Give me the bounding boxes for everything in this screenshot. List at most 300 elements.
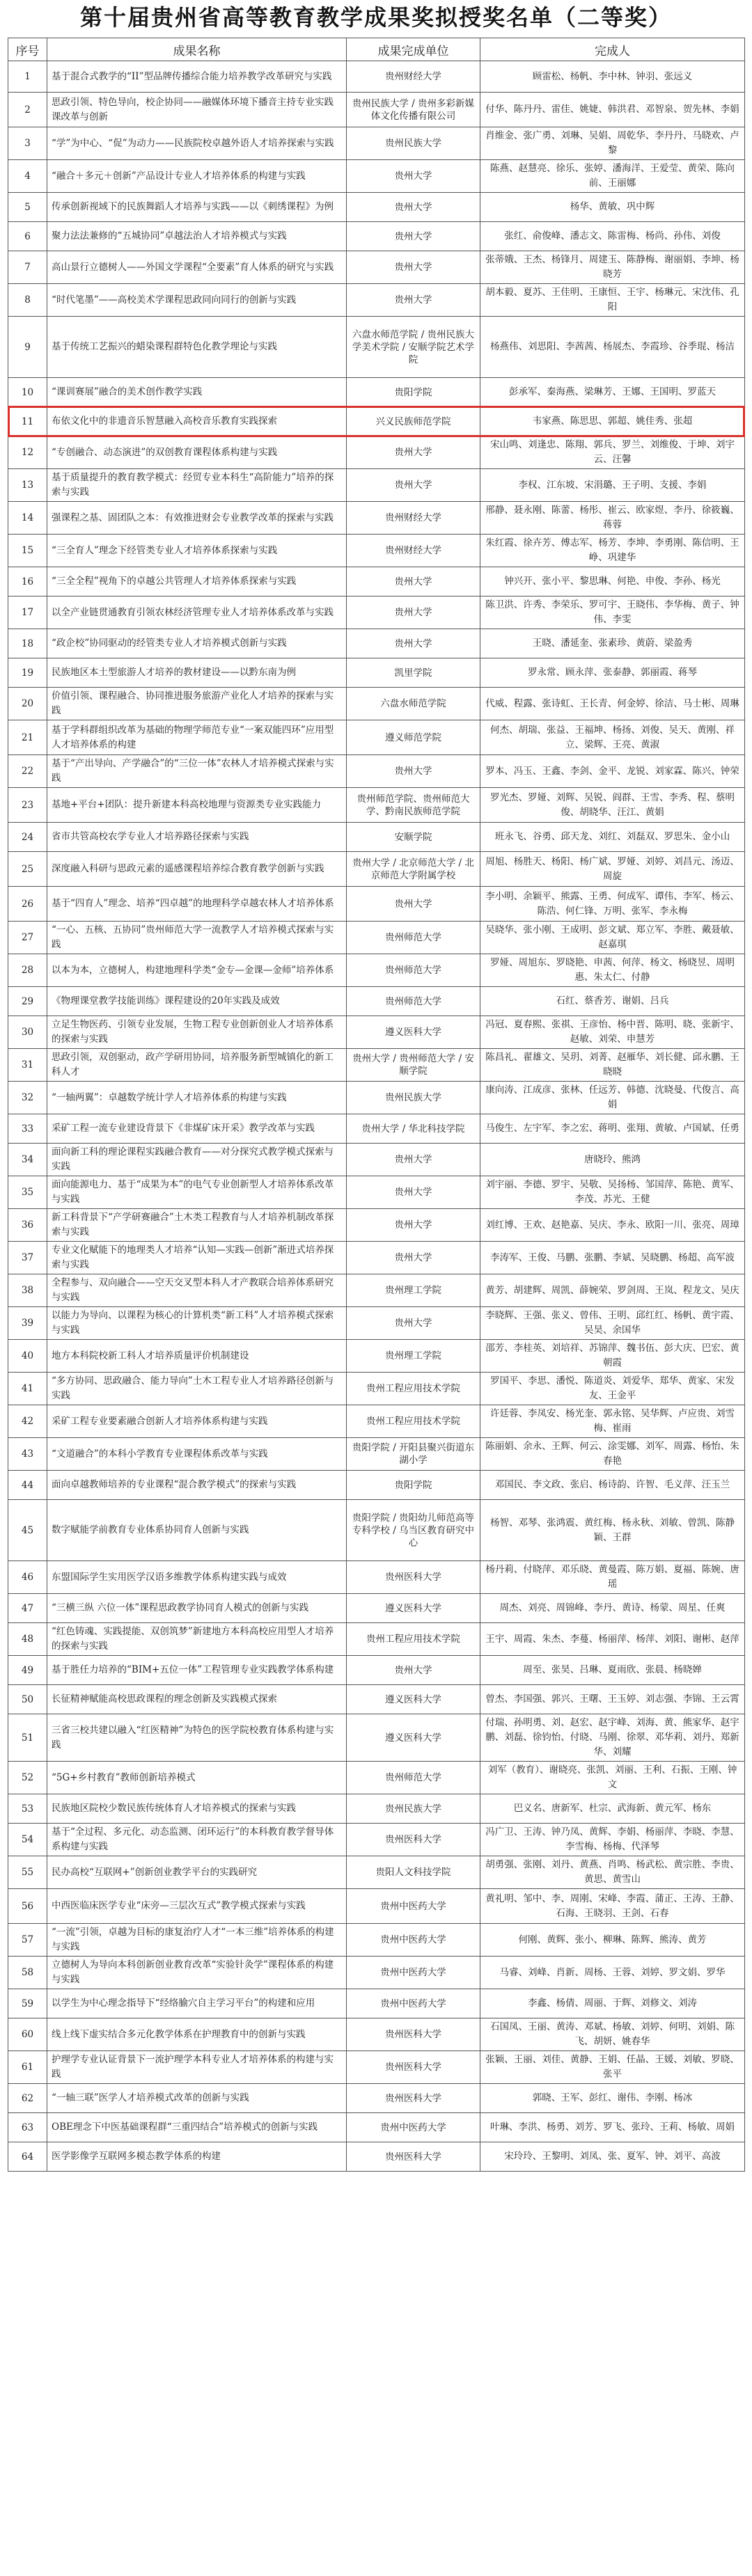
completing-unit: 贵州工程应用技术学院 <box>347 1373 480 1405</box>
completing-unit: 贵州大学 <box>347 160 480 193</box>
completers: 杨智、邓琴、张鸿震、黄红梅、杨永秋、刘敏、曾凯、陈静颖、王群 <box>480 1500 745 1561</box>
completing-unit: 贵州大学 <box>347 436 480 469</box>
table-row <box>8 1307 745 1340</box>
completers: 石红、蔡香芳、谢娟、吕兵 <box>480 987 745 1016</box>
achievement-name: 三省三校共建以融入“红医精神”为特色的医学院校教育体系构建与实践 <box>47 1714 347 1762</box>
achievement-name: “三全全程”视角下的卓越公共管理人才培养体系探索与实践 <box>47 567 347 596</box>
achievement-name: “政企校”协同驱动的经管类专业人才培养模式创新与实践 <box>47 629 347 658</box>
achievement-name: 面向能源电力、基于“成果为本”的电气专业创新型人才培养体系改革与实践 <box>47 1176 347 1209</box>
row-number: 23 <box>8 788 47 823</box>
row-number: 42 <box>8 1405 47 1438</box>
row-number: 36 <box>8 1209 47 1242</box>
row-number: 5 <box>8 193 47 222</box>
completers: 李涛军、王俊、马鹏、张鹏、李斌、吴晓鹏、杨超、高军波 <box>480 1242 745 1274</box>
completers: 刘宇丽、李德、罗宇、吴敬、吴扬杨、邹国萍、陈艳、黄军、李茂、苏光、王健 <box>480 1176 745 1209</box>
row-number: 49 <box>8 1656 47 1685</box>
achievement-name: 全程参与、双向融合——空天交叉型本科人才产教联合培养体系研究与实践 <box>47 1274 347 1307</box>
completing-unit: 贵州理工学院 <box>347 1274 480 1307</box>
table-header-row <box>8 38 745 61</box>
completers: 王宇、周霞、朱杰、李蔓、杨丽萍、杨萍、刘阳、谢彬、赵萍 <box>480 1623 745 1656</box>
row-number: 7 <box>8 251 47 284</box>
row-number: 26 <box>8 887 47 922</box>
achievement-name: 线上线下虚实结合多元化教学体系在护理教育中的创新与实践 <box>47 2018 347 2051</box>
completing-unit: 贵州大学 <box>347 596 480 629</box>
completing-unit: 贵州师范大学 <box>347 1762 480 1794</box>
completers: 何刚、黄辉、张小、柳琳、陈辉、熊涛、黄芳 <box>480 1924 745 1957</box>
completers: 李小明、余颖平、熊露、王勇、何成军、谭伟、李军、杨云、陈浩、何仁锋、万明、张军、李永梅 <box>480 887 745 922</box>
achievement-name: 数字赋能学前教育专业体系协同育人创新与实践 <box>47 1500 347 1561</box>
row-number: 64 <box>8 2142 47 2172</box>
completers: 陈燕、赵慧亮、徐乐、张婷、潘海洋、王爱莹、黄荣、陈向前、王丽娜 <box>480 160 745 193</box>
row-number: 9 <box>8 317 47 378</box>
table-row <box>8 1209 745 1242</box>
table-row <box>8 1340 745 1373</box>
completers: 钟兴开、张小平、黎思琳、何艳、申俊、李孙、杨光 <box>480 567 745 596</box>
completers: 张颖、王丽、刘佳、黄静、王娟、任晶、王媛、刘敏、罗晓、张平 <box>480 2051 745 2084</box>
completers: 肖维金、张广勇、刘琳、吴娟、周乾华、李丹丹、马晓欢、卢黎 <box>480 127 745 160</box>
achievement-name: “一流”引领，卓越为目标的康复治疗人才“一本三维”培养体系的构建与实践 <box>47 1924 347 1957</box>
completers: 王晓、潘延奎、张素珍、黄蔚、梁盈秀 <box>480 629 745 658</box>
row-number: 6 <box>8 222 47 251</box>
completing-unit: 贵州大学 <box>347 251 480 284</box>
completing-unit: 贵州大学 <box>347 887 480 922</box>
completing-unit: 贵州师范大学 <box>347 954 480 987</box>
table-row <box>8 2051 745 2084</box>
achievement-name: “专创融合、动态演进”的双创教育课程体系构建与实践 <box>47 436 347 469</box>
completing-unit: 贵州医科大学 <box>347 2142 480 2172</box>
achievement-name: 护理学专业认证背景下一流护理学本科专业人才培养体系的构建与实践 <box>47 2051 347 2084</box>
achievement-name: 价值引领、课程融合、协同推进服务旅游产业化人才培养的探索与实践 <box>47 688 347 720</box>
row-number: 29 <box>8 987 47 1016</box>
achievement-name: “三横三纵 六位一体”课程思政教学协同育人模式的创新与实践 <box>47 1594 347 1623</box>
completers: 张红、俞俊峰、潘志文、陈雷梅、杨尚、孙伟、刘俊 <box>480 222 745 251</box>
completing-unit: 贵州中医药大学 <box>347 1989 480 2018</box>
achievement-name: “三全育人”理念下经管类专业人才培养体系探索与实践 <box>47 535 347 567</box>
table-row <box>8 378 745 407</box>
table-row <box>8 193 745 222</box>
row-number: 25 <box>8 852 47 887</box>
row-number: 16 <box>8 567 47 596</box>
completers: 马俊生、左宇军、李之宏、蒋明、张翔、黄敏、卢国斌、任勇 <box>480 1114 745 1144</box>
completers: 顾雷松、杨帆、李中林、钟羽、张远义 <box>480 61 745 93</box>
row-number: 61 <box>8 2051 47 2084</box>
completing-unit: 贵州医科大学 <box>347 2018 480 2051</box>
table-row <box>8 720 745 755</box>
completers: 韦家燕、陈思思、郭超、姚佳秀、张超 <box>480 407 745 436</box>
completers: 邢静、聂永刚、陈蕾、杨彤、崔云、欧家煜、李丹、徐筱巍、蒋蓉 <box>480 502 745 535</box>
completing-unit: 贵阳学院 / 贵阳幼儿师范高等专科学校 / 乌当区教育研究中心 <box>347 1500 480 1561</box>
completers: 周杰、刘亮、周锦峰、李丹、黄诗、杨蒙、周星、任爽 <box>480 1594 745 1623</box>
completing-unit: 遵义医科大学 <box>347 1685 480 1714</box>
completers: 陈丽娟、余永、王辉、何云、涂雯娜、刘军、周露、杨怡、朱春艳 <box>480 1438 745 1471</box>
table-row <box>8 127 745 160</box>
row-number: 55 <box>8 1856 47 1889</box>
table-row <box>8 1856 745 1889</box>
completing-unit: 六盘水师范学院 / 贵州民族大学美术学院 / 安顺学院艺术学院 <box>347 317 480 378</box>
completers: 周旭、杨胜天、杨阳、杨广斌、罗娅、刘婷、刘昌元、汤迈、周旋 <box>480 852 745 887</box>
completing-unit: 兴义民族师范学院 <box>347 407 480 436</box>
table-row <box>8 1623 745 1656</box>
completing-unit: 贵州大学 <box>347 567 480 596</box>
table-row <box>8 1242 745 1274</box>
header-completers: 完成人 <box>480 38 745 61</box>
achievement-name: 以学生为中心理念指导下“经络腧穴自主学习平台”的构建和应用 <box>47 1989 347 2018</box>
completing-unit: 贵州医科大学 <box>347 1561 480 1594</box>
completing-unit: 贵州医科大学 <box>347 2084 480 2113</box>
completers: 代威、程露、张诗虹、王长青、何金婷、徐洁、马士彬、周琳 <box>480 688 745 720</box>
table-row <box>8 1082 745 1114</box>
row-number: 11 <box>8 407 47 436</box>
achievement-name: 长征精神赋能高校思政课程的理念创新及实践模式探索 <box>47 1685 347 1714</box>
completers: 叶琳、李洪、杨勇、刘芳、罗飞、张玲、王莉、杨敏、周娟 <box>480 2113 745 2142</box>
achievement-name: 基于学科群组织改革为基础的物理学师范专业“一案双能四环”应用型人才培养体系的构建 <box>47 720 347 755</box>
achievement-name: 民族地区院校少数民族传统体育人才培养模式的探索与实践 <box>47 1794 347 1824</box>
achievement-name: “多方协同、思政融合、能力导向”土木工程专业人才培养路径创新与实践 <box>47 1373 347 1405</box>
achievement-name: 基于“产出导向、产学融合”的“三位一体”农林人才培养模式探索与实践 <box>47 755 347 788</box>
achievement-name: “学”为中心、“促”为动力——民族院校卓越外语人才培养探索与实践 <box>47 127 347 160</box>
row-number: 4 <box>8 160 47 193</box>
achievement-name: 采矿工程一流专业建设背景下《非煤矿床开采》教学改革与实践 <box>47 1114 347 1144</box>
completers: 罗光杰、罗娅、刘辉、吴锐、阎群、王雪、李秀、程、蔡明俊、胡晓华、汪江、黄娟 <box>480 788 745 823</box>
achievement-name: “一轴两翼”：卓越数学统计学人才培养体系的构建与实践 <box>47 1082 347 1114</box>
achievement-name: 强课程之基、固团队之本：有效推进财会专业教学改革的探索与实践 <box>47 502 347 535</box>
table-row <box>8 469 745 502</box>
row-number: 30 <box>8 1016 47 1049</box>
table-row <box>8 755 745 788</box>
completers: 杨丹莉、付晓萍、邓乐晓、黄曼霞、陈万娟、夏福、陈婉、唐瑶 <box>480 1561 745 1594</box>
row-number: 17 <box>8 596 47 629</box>
table-row <box>8 1656 745 1685</box>
row-number: 48 <box>8 1623 47 1656</box>
table-row <box>8 2113 745 2142</box>
achievement-name: 东盟国际学生实用医学汉语多维教学体系构建实践与成效 <box>47 1561 347 1594</box>
achievement-name: 基于混合式教学的“II”型品牌传播综合能力培养教学改革研究与实践 <box>47 61 347 93</box>
table-row <box>8 629 745 658</box>
completing-unit: 贵州民族大学 <box>347 127 480 160</box>
completers: 何杰、胡瑞、张益、王福坤、杨扬、刘俊、吴天、黄刚、祥立、梁辉、王亮、黄淑 <box>480 720 745 755</box>
achievement-name: “课训赛展”融合的美术创作教学实践 <box>47 378 347 407</box>
row-number: 47 <box>8 1594 47 1623</box>
table-row <box>8 1957 745 1989</box>
header-number: 序号 <box>8 38 47 61</box>
completing-unit: 贵阳人文科技学院 <box>347 1856 480 1889</box>
completers: 冯冠、夏春熙、张祺、王彦怡、杨中晋、陈明、晓、张新宇、赵敏、刘荣、申慧芳 <box>480 1016 745 1049</box>
completing-unit: 贵州财经大学 <box>347 502 480 535</box>
completers: 巴义名、唐新军、杜宗、武海新、黄元军、杨东 <box>480 1794 745 1824</box>
achievement-name: 以本为本，立德树人，构建地理科学类“金专—金课—金师”培养体系 <box>47 954 347 987</box>
completing-unit: 贵阳学院 <box>347 378 480 407</box>
row-number: 62 <box>8 2084 47 2113</box>
table-row <box>8 688 745 720</box>
completers: 马睿、刘峰、肖新、周杨、王蓉、刘婷、罗文娟、罗华 <box>480 1957 745 1989</box>
completing-unit: 贵州师范学院、贵州师范大学、黔南民族师范学院 <box>347 788 480 823</box>
table-row <box>8 852 745 887</box>
completers: 陈卫洪、许秀、李荣乐、罗可宇、王晓伟、李华梅、黄子、钟伟、李雯 <box>480 596 745 629</box>
row-number: 45 <box>8 1500 47 1561</box>
table-row <box>8 1924 745 1957</box>
row-number: 53 <box>8 1794 47 1824</box>
row-number: 14 <box>8 502 47 535</box>
completing-unit: 贵州中医药大学 <box>347 1889 480 1924</box>
achievement-name: 面向新工科的理论课程实践融合教育——对分探究式教学模式探索与实践 <box>47 1144 347 1176</box>
table-row <box>8 1049 745 1082</box>
achievement-name: “5G+乡村教育”教师创新培养模式 <box>47 1762 347 1794</box>
completing-unit: 贵州中医药大学 <box>347 1957 480 1989</box>
completers: 曾杰、李国强、郭兴、王曙、王玉婷、刘志强、李锦、王云霄 <box>480 1685 745 1714</box>
row-number: 8 <box>8 284 47 317</box>
achievement-name: 基于“全过程、多元化、动态监测、闭环运行”的本科教育教学督导体系构建与实践 <box>47 1824 347 1856</box>
table-row <box>8 251 745 284</box>
row-number: 52 <box>8 1762 47 1794</box>
completing-unit: 贵州大学 <box>347 1307 480 1340</box>
row-number: 34 <box>8 1144 47 1176</box>
completing-unit: 贵州大学 / 北京师范大学 / 北京师范大学附属学校 <box>347 852 480 887</box>
completing-unit: 贵州大学 <box>347 1144 480 1176</box>
completers: 李鑫、杨倩、周丽、于辉、刘修文、刘涛 <box>480 1989 745 2018</box>
completers: 罗永常、顾永萍、张泰静、郭丽霞、蒋琴 <box>480 658 745 688</box>
achievement-name: 采矿工程专业要素融合创新人才培养体系构建与实践 <box>47 1405 347 1438</box>
row-number: 44 <box>8 1471 47 1500</box>
table-row <box>8 922 745 954</box>
completing-unit: 贵州大学 <box>347 193 480 222</box>
table-row <box>8 658 745 688</box>
table-row <box>8 1561 745 1594</box>
completers: 彭承军、秦海燕、梁琳芳、王娜、王国明、罗蓝天 <box>480 378 745 407</box>
completing-unit: 贵州师范大学 <box>347 987 480 1016</box>
achievement-name: 新工科背景下“产学研赛融合”土木类工程教育与人才培养机制改革探索与实践 <box>47 1209 347 1242</box>
completing-unit: 贵州大学 <box>347 1209 480 1242</box>
table-row <box>8 2142 745 2172</box>
table-row <box>8 284 745 317</box>
table-row <box>8 954 745 987</box>
row-number: 56 <box>8 1889 47 1924</box>
completers: 李权、江东坡、宋涓璐、王子明、支援、李娟 <box>480 469 745 502</box>
table-row <box>8 535 745 567</box>
completing-unit: 贵州工程应用技术学院 <box>347 1623 480 1656</box>
completing-unit: 贵州大学 <box>347 629 480 658</box>
completing-unit: 贵州大学 / 华北科技学院 <box>347 1114 480 1144</box>
completing-unit: 贵州医科大学 <box>347 1824 480 1856</box>
achievement-name: 思政引领，双创驱动，政产学研用协同，培养服务新型城镇化的新工科人才 <box>47 1049 347 1082</box>
row-number: 40 <box>8 1340 47 1373</box>
completing-unit: 贵州医科大学 <box>347 2051 480 2084</box>
row-number: 43 <box>8 1438 47 1471</box>
completers: 石国凤、王丽、黄涛、邓斌、杨敏、刘婷、何明、刘娟、陈飞、胡妍、姚春华 <box>480 2018 745 2051</box>
table-row <box>8 222 745 251</box>
completing-unit: 遵义医科大学 <box>347 1594 480 1623</box>
completers: 黄礼明、邹中、李、周刚、宋峰、李霞、蒲正、王涛、王静、石海、王晓羽、王剑、石春 <box>480 1889 745 1924</box>
completing-unit: 贵州师范大学 <box>347 922 480 954</box>
table-row <box>8 1824 745 1856</box>
table-row <box>8 1762 745 1794</box>
achievement-name: OBE理念下中医基础课程群“三重四结合”培养模式的创新与实践 <box>47 2113 347 2142</box>
awards-table <box>8 38 745 2172</box>
row-number: 27 <box>8 922 47 954</box>
completers: 李晓辉、王强、张义、曾伟、王明、邱红红、杨帆、黄宇霞、吴昊、余国华 <box>480 1307 745 1340</box>
table-row <box>8 887 745 922</box>
achievement-name: 中西医临床医学专业“床旁—三层次互式”教学模式探索与实践 <box>47 1889 347 1924</box>
row-number: 31 <box>8 1049 47 1082</box>
row-number: 35 <box>8 1176 47 1209</box>
table-row <box>8 1373 745 1405</box>
header-completing-unit: 成果完成单位 <box>347 38 480 61</box>
completing-unit: 贵州大学 <box>347 1242 480 1274</box>
completing-unit: 遵义师范学院 <box>347 720 480 755</box>
row-number: 15 <box>8 535 47 567</box>
row-number: 18 <box>8 629 47 658</box>
row-number: 10 <box>8 378 47 407</box>
completing-unit: 贵州民族大学 <box>347 1794 480 1824</box>
achievement-name: “一轴三联”医学人才培养模式改革的创新与实践 <box>47 2084 347 2113</box>
table-row <box>8 1685 745 1714</box>
completers: 邵芳、李桂英、刘培祥、苏锦萍、魏书伍、彭大庆、巴宏、黄朝霞 <box>480 1340 745 1373</box>
completers: 朱红霞、徐卉芳、傅志军、杨芳、李坤、李勇刚、陈信明、王峥、巩建华 <box>480 535 745 567</box>
achievement-name: 面向卓越教师培养的专业课程“混合教学模式”的探索与实践 <box>47 1471 347 1500</box>
table-row <box>8 1114 745 1144</box>
row-number: 63 <box>8 2113 47 2142</box>
achievement-name: 《物理课堂教学技能训练》课程建设的20年实践及成效 <box>47 987 347 1016</box>
table-row <box>8 436 745 469</box>
table-row <box>8 93 745 127</box>
completing-unit: 贵州理工学院 <box>347 1340 480 1373</box>
row-number: 59 <box>8 1989 47 2018</box>
table-row <box>8 1500 745 1561</box>
achievement-name: 地方本科院校新工科人才培养质量评价机制建设 <box>47 1340 347 1373</box>
completers: 许廷蓉、李凤安、杨光奎、郭永铭、吴华辉、卢应贵、刘雪梅、崔雨 <box>480 1405 745 1438</box>
row-number: 22 <box>8 755 47 788</box>
completers: 胡本毅、夏苏、王佳明、王康恒、王宇、杨琳元、宋沈伟、孔阳 <box>480 284 745 317</box>
completing-unit: 贵州中医药大学 <box>347 2113 480 2142</box>
table-row <box>8 1594 745 1623</box>
achievement-name: 思政引领、特色导向，校企协同——融媒体环境下播音主持专业实践课改革与创新 <box>47 93 347 127</box>
row-number: 50 <box>8 1685 47 1714</box>
achievement-name: “文道融合”的本科小学教育专业课程体系改革与实践 <box>47 1438 347 1471</box>
completers: 康向涛、江成彦、张林、任远芳、韩德、沈晓曼、代俊言、高娟 <box>480 1082 745 1114</box>
row-number: 33 <box>8 1114 47 1144</box>
completing-unit: 贵州财经大学 <box>347 535 480 567</box>
achievement-name: 省市共管高校农学专业人才培养路径探索与实践 <box>47 823 347 852</box>
row-number: 57 <box>8 1924 47 1957</box>
completing-unit: 贵州财经大学 <box>347 61 480 93</box>
achievement-name: 专业文化赋能下的地理类人才培养“认知—实践—创新”渐进式培养探索与实践 <box>47 1242 347 1274</box>
row-number: 12 <box>8 436 47 469</box>
completers: 胡勇强、张刚、刘丹、黄燕、肖鸣、杨武松、黄宗胜、李贵、黄思、黄雪山 <box>480 1856 745 1889</box>
completing-unit: 贵州大学 <box>347 1176 480 1209</box>
completers: 付华、陈丹丹、雷佳、姚婕、韩洪君、邓智泉、贺先林、李娟 <box>480 93 745 127</box>
achievement-name: 深度融入科研与思政元素的遥感课程培养综合教育教学创新与实践 <box>47 852 347 887</box>
table-row <box>8 1016 745 1049</box>
achievement-name: 高山景行立德树人——外国文学课程“全要素”育人体系的研究与实践 <box>47 251 347 284</box>
completers: 刘红博、王欢、赵艳嘉、吴庆、李永、欧阳一川、张亮、周璋 <box>480 1209 745 1242</box>
row-number: 38 <box>8 1274 47 1307</box>
completing-unit: 安顺学院 <box>347 823 480 852</box>
row-number: 28 <box>8 954 47 987</box>
completers: 邓国民、李文政、张启、杨诗韵、许智、毛义萍、汪玉兰 <box>480 1471 745 1500</box>
completers: 宋玲玲、王黎明、刘凤、张、夏军、钟、刘平、高波 <box>480 2142 745 2172</box>
table-row <box>8 1176 745 1209</box>
completing-unit: 凯里学院 <box>347 658 480 688</box>
completers: 吴晓华、张小刚、王成明、彭文斌、郑立军、李胜、戴聂敏、赵嘉琪 <box>480 922 745 954</box>
completing-unit: 贵州工程应用技术学院 <box>347 1405 480 1438</box>
row-number: 54 <box>8 1824 47 1856</box>
row-number: 46 <box>8 1561 47 1594</box>
table-row <box>8 1405 745 1438</box>
table-row <box>8 1794 745 1824</box>
row-number: 20 <box>8 688 47 720</box>
achievement-name: 民办高校“互联网+”创新创业教学平台的实践研究 <box>47 1856 347 1889</box>
table-row <box>8 1714 745 1762</box>
completing-unit: 遵义医科大学 <box>347 1016 480 1049</box>
row-number: 37 <box>8 1242 47 1274</box>
row-number: 51 <box>8 1714 47 1762</box>
achievement-name: 布依文化中的非遗音乐智慧融入高校音乐教育实践探索 <box>47 407 347 436</box>
header-achievement-name: 成果名称 <box>47 38 347 61</box>
completers: 陈昌礼、翟雄文、吴玥、刘菁、赵雁华、刘长健、邱永鹏、王晓晓 <box>480 1049 745 1082</box>
completers: 张蒂娥、王杰、杨锋月、周建玉、陈静梅、谢丽娟、李坤、杨晓芳 <box>480 251 745 284</box>
completing-unit: 贵州大学 <box>347 755 480 788</box>
table-row <box>8 1144 745 1176</box>
achievement-name: 立足生物医药、引领专业发展，生物工程专业创新创业人才培养体系的探索与实践 <box>47 1016 347 1049</box>
completing-unit: 贵州民族大学 <box>347 1082 480 1114</box>
row-number: 32 <box>8 1082 47 1114</box>
completing-unit: 贵州大学 <box>347 469 480 502</box>
achievement-name: 聚力法法兼修的“五城协同”卓越法治人才培养模式与实践 <box>47 222 347 251</box>
achievement-name: 基于“四育人”理念、培养“四卓越”的地理科学卓越农林人才培养体系 <box>47 887 347 922</box>
completers: 冯广卫、王涛、钟乃凤、黄辉、李娟、杨丽萍、李晓、李慧、李雪梅、杨梅、代泽琴 <box>480 1824 745 1856</box>
achievement-name: “一心、五核、五协同”贵州师范大学一流教学人才培养模式探索与实践 <box>47 922 347 954</box>
completers: 唐晓玲、熊鸿 <box>480 1144 745 1176</box>
completers: 付瑞、孙明勇、刘、赵宏、赵宇峰、刘海、黄、熊家华、赵宇鹏、刘磊、徐钧怡、付晓、马刚、徐翠、邓华莉、刘丹、郑新华、刘耀 <box>480 1714 745 1762</box>
completers: 罗娅、周旭东、罗晓艳、申茜、何萍、杨文、杨晓昱、周明惠、朱太仁、付静 <box>480 954 745 987</box>
row-number: 1 <box>8 61 47 93</box>
table-row <box>8 788 745 823</box>
completers: 宋山鸣、刘逢忠、陈翔、郭兵、罗兰、刘维俊、于坤、刘宇云、汪馨 <box>480 436 745 469</box>
row-number: 19 <box>8 658 47 688</box>
completing-unit: 六盘水师范学院 <box>347 688 480 720</box>
table-row <box>8 567 745 596</box>
completers: 刘军（教育）、谢晓亮、张凯、刘丽、王利、石振、王刚、钟文 <box>480 1762 745 1794</box>
completing-unit: 贵州大学 <box>347 1656 480 1685</box>
table-row <box>8 823 745 852</box>
row-number: 21 <box>8 720 47 755</box>
completers: 杨燕伟、刘思阳、李茜茜、杨展杰、李霞珍、谷季琨、杨洁 <box>480 317 745 378</box>
completing-unit: 贵州大学 / 贵州师范大学 / 安顺学院 <box>347 1049 480 1082</box>
table-row <box>8 596 745 629</box>
achievement-name: 民族地区本土型旅游人才培养的教材建设——以黔东南为例 <box>47 658 347 688</box>
achievement-name: “时代笔墨”——高校美术学课程思政同向同行的创新与实践 <box>47 284 347 317</box>
table-row <box>8 1471 745 1500</box>
achievement-name: 医学影像学互联网多模态教学体系的构建 <box>47 2142 347 2172</box>
table-row <box>8 61 745 93</box>
table-row <box>8 2084 745 2113</box>
table-row <box>8 407 745 436</box>
completing-unit: 贵州大学 <box>347 284 480 317</box>
completers: 黄芳、胡建辉、周凯、薛婉荣、罗剑周、王岚、程龙文、吴庆 <box>480 1274 745 1307</box>
completing-unit: 贵州民族大学 / 贵州多彩新媒体文化传播有限公司 <box>347 93 480 127</box>
achievement-name: 以全产业链贯通教育引领农林经济管理专业人才培养体系改革与实践 <box>47 596 347 629</box>
achievement-name: 基地+平台+团队：提升新建本科高校地理与资源类专业实践能力 <box>47 788 347 823</box>
achievement-name: 基于胜任力培养的“BIM+五位一体”工程管理专业实践教学体系构建 <box>47 1656 347 1685</box>
completing-unit: 贵阳学院 <box>347 1471 480 1500</box>
row-number: 24 <box>8 823 47 852</box>
table-row <box>8 2018 745 2051</box>
row-number: 13 <box>8 469 47 502</box>
table-row <box>8 1274 745 1307</box>
row-number: 2 <box>8 93 47 127</box>
table-row <box>8 987 745 1016</box>
completing-unit: 遵义医科大学 <box>347 1714 480 1762</box>
table-row <box>8 160 745 193</box>
